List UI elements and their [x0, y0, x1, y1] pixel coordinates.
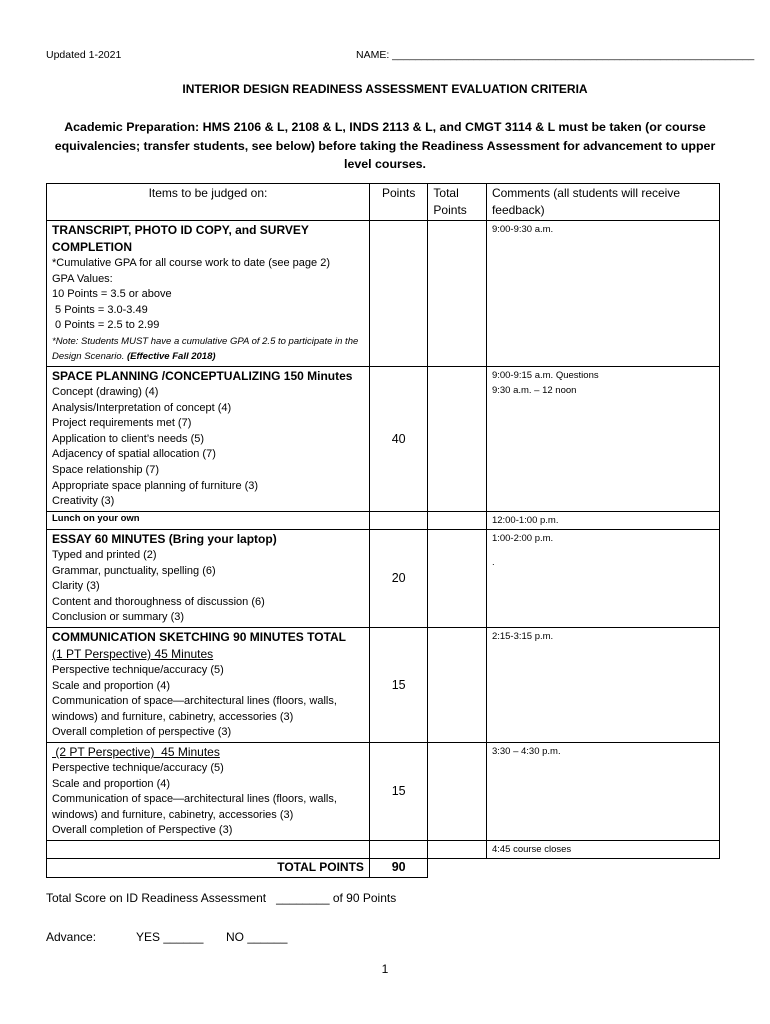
- sketching-1pt-comments: [486, 627, 719, 742]
- lunch-comment: 12:00-1:00 p.m.: [486, 511, 719, 529]
- gpa-note: [52, 334, 364, 365]
- list-item: Communication of space—architectural lines (floors, walls, windows) and furniture, cabinetry, accessories (3): [52, 793, 337, 821]
- transcript-total: [428, 221, 487, 367]
- total-empty-comments: [486, 858, 719, 877]
- list-item: Appropriate space planning of furniture (3): [52, 479, 259, 492]
- sketching-2pt-comments: [486, 742, 719, 840]
- list-item: Overall completion of Perspective (3): [52, 824, 233, 837]
- table-row-close: [47, 840, 720, 858]
- transcript-comments: [486, 221, 719, 367]
- advance-yes: YES ______: [136, 930, 204, 944]
- comment-time: 3:30 – 4:30 p.m.: [491, 745, 561, 757]
- total-points-value: 90: [369, 858, 428, 877]
- table-row-sketching-1pt: [47, 627, 720, 742]
- essay-comments: [486, 529, 719, 627]
- comment-time: 9:00-9:30 a.m.: [491, 224, 554, 235]
- list-item: Clarity (3): [52, 580, 100, 593]
- list-item: Communication of space—architectural lines (floors, walls, windows) and furniture, cabinetry, accessories (3): [52, 695, 337, 723]
- list-item: Adjacency of spatial allocation (7): [52, 448, 216, 461]
- list-item: Analysis/Interpretation of concept (4): [52, 401, 232, 414]
- list-item: Concept (drawing) (4): [52, 385, 159, 398]
- essay-points: 20: [369, 529, 428, 627]
- close-comment: 4:45 course closes: [486, 840, 719, 858]
- comment-time: 9:00-9:15 a.m. Questions: [491, 369, 599, 381]
- sketching-2pt-points: 15: [369, 742, 428, 840]
- comment-mark: .: [491, 556, 495, 568]
- sketching-1pt-cell: [47, 627, 370, 742]
- transcript-cell: [47, 221, 370, 367]
- total-score-line: Total Score on ID Readiness Assessment ________ of 90 Points: [46, 891, 397, 905]
- list-item: Conclusion or summary (3): [52, 611, 185, 624]
- sketching-2pt-cell: [47, 742, 370, 840]
- space-planning-title: SPACE PLANNING /CONCEPTUALIZING 150 Minutes: [52, 368, 353, 383]
- essay-title: ESSAY 60 MINUTES (Bring your laptop): [52, 531, 277, 546]
- lunch-total: [428, 511, 487, 529]
- list-item: Scale and proportion (4): [52, 679, 171, 692]
- academic-preparation-text: Academic Preparation: HMS 2106 & L, 2108 & L, INDS 2113 & L, and CMGT 3114 & L must be taken (or course equivalencies; transfer students, see below) before taking the Readiness Assessment for advancement to upper level courses.: [54, 120, 716, 171]
- evaluation-criteria-table: [46, 183, 720, 878]
- sketching-1pt-total: [428, 627, 487, 742]
- space-planning-total: [428, 366, 487, 511]
- header-comments: Comments (all students will receive feedback): [486, 184, 719, 221]
- transcript-title: TRANSCRIPT, PHOTO ID COPY, and SURVEY COMPLETION: [52, 223, 309, 254]
- updated-date: Updated 1-2021: [46, 49, 122, 61]
- essay-cell: [47, 529, 370, 627]
- sketching-2pt-total: [428, 742, 487, 840]
- list-item: Overall completion of perspective (3): [52, 726, 232, 739]
- table-row-sketching-2pt: [47, 742, 720, 840]
- list-item: Scale and proportion (4): [52, 777, 171, 790]
- lunch-label: Lunch on your own: [47, 511, 370, 529]
- close-points: [369, 840, 428, 858]
- list-item: 5 Points = 3.0-3.49: [52, 303, 148, 316]
- transcript-points: [369, 221, 428, 367]
- list-item: Perspective technique/accuracy (5): [52, 761, 224, 774]
- sketching-1pt-subtitle: (1 PT Perspective) 45 Minutes: [52, 646, 214, 661]
- list-item: Creativity (3): [52, 495, 115, 508]
- gpa-note-effective: (Effective Fall 2018): [127, 351, 216, 363]
- header-total-points: Total Points: [428, 184, 487, 221]
- sketching-title: COMMUNICATION SKETCHING 90 MINUTES TOTAL: [52, 629, 346, 644]
- table-row-transcript: [47, 221, 720, 367]
- list-item: 0 Points = 2.5 to 2.99: [52, 319, 160, 332]
- advance-no: NO ______: [226, 930, 288, 944]
- total-empty: [428, 858, 487, 877]
- sketching-1pt-points: 15: [369, 627, 428, 742]
- comment-time: 1:00-2:00 p.m.: [491, 532, 554, 544]
- advance-label: Advance:: [46, 930, 97, 944]
- header-items: Items to be judged on:: [47, 184, 370, 221]
- list-item: Perspective technique/accuracy (5): [52, 663, 224, 676]
- comment-time: 2:15-3:15 p.m.: [491, 630, 554, 642]
- list-item: Space relationship (7): [52, 463, 160, 476]
- list-item: Typed and printed (2): [52, 548, 157, 561]
- space-planning-cell: [47, 366, 370, 511]
- sketching-2pt-subtitle: (2 PT Perspective) 45 Minutes: [52, 744, 220, 759]
- document-title: INTERIOR DESIGN READINESS ASSESSMENT EVALUATION CRITERIA: [182, 82, 588, 96]
- list-item: Application to client’s needs (5): [52, 432, 205, 445]
- gpa-note-text: *Note: Students MUST have a cumulative GPA of 2.5 to participate in the Design Scenario.: [52, 335, 359, 363]
- list-item: Project requirements met (7): [52, 417, 192, 430]
- lunch-points: [369, 511, 428, 529]
- list-item: 10 Points = 3.5 or above: [52, 288, 172, 301]
- list-item: *Cumulative GPA for all course work to date (see page 2): [52, 257, 330, 269]
- advance-line: [46, 930, 287, 944]
- table-row-lunch: [47, 511, 720, 529]
- list-item: Grammar, punctuality, spelling (6): [52, 564, 216, 577]
- total-points-label: TOTAL POINTS: [47, 858, 370, 877]
- list-item: GPA Values:: [52, 272, 113, 285]
- table-row-space-planning: [47, 366, 720, 511]
- header-points: Points: [369, 184, 428, 221]
- table-header-row: [47, 184, 720, 221]
- space-planning-points: 40: [369, 366, 428, 511]
- page-number: 1: [381, 962, 389, 976]
- name-field-label: NAME: ______________________________________________________________: [356, 49, 755, 61]
- comment-time: 9:30 a.m. – 12 noon: [491, 384, 577, 396]
- list-item: Content and thoroughness of discussion (6): [52, 595, 265, 608]
- essay-total: [428, 529, 487, 627]
- table-row-total: [47, 858, 720, 877]
- space-planning-comments: [486, 366, 719, 511]
- close-total: [428, 840, 487, 858]
- close-cell: [47, 840, 370, 858]
- table-row-essay: [47, 529, 720, 627]
